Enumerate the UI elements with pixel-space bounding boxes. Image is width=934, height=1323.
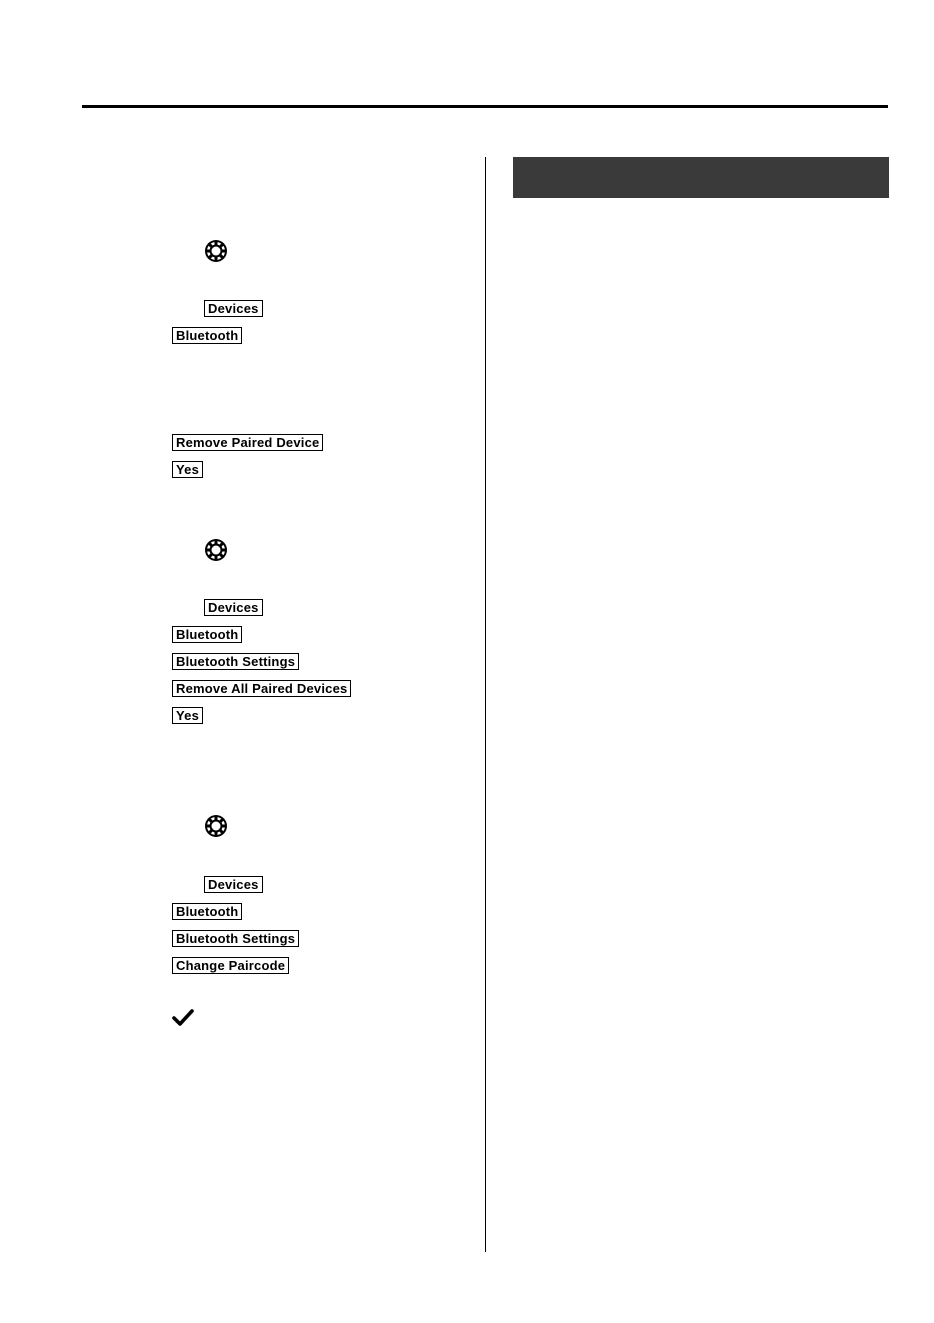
column-divider <box>485 157 486 1252</box>
section-heading-bar <box>513 157 889 198</box>
yes-key: Yes <box>172 707 203 724</box>
devices-key: Devices <box>204 876 263 893</box>
devices-key: Devices <box>204 300 263 317</box>
remove-all-paired-devices-key: Remove All Paired Devices <box>172 680 351 697</box>
bluetooth-key: Bluetooth <box>172 903 242 920</box>
bluetooth-settings-key: Bluetooth Settings <box>172 653 299 670</box>
bluetooth-settings-key: Bluetooth Settings <box>172 930 299 947</box>
settings-gear-icon <box>204 239 228 263</box>
settings-gear-icon <box>204 538 228 562</box>
checkmark-icon <box>172 1008 194 1028</box>
devices-key: Devices <box>204 599 263 616</box>
change-paircode-key: Change Paircode <box>172 957 289 974</box>
bluetooth-key: Bluetooth <box>172 626 242 643</box>
settings-gear-icon <box>204 814 228 838</box>
bluetooth-key: Bluetooth <box>172 327 242 344</box>
remove-paired-device-key: Remove Paired Device <box>172 434 323 451</box>
yes-key: Yes <box>172 461 203 478</box>
header-rule <box>82 105 888 108</box>
